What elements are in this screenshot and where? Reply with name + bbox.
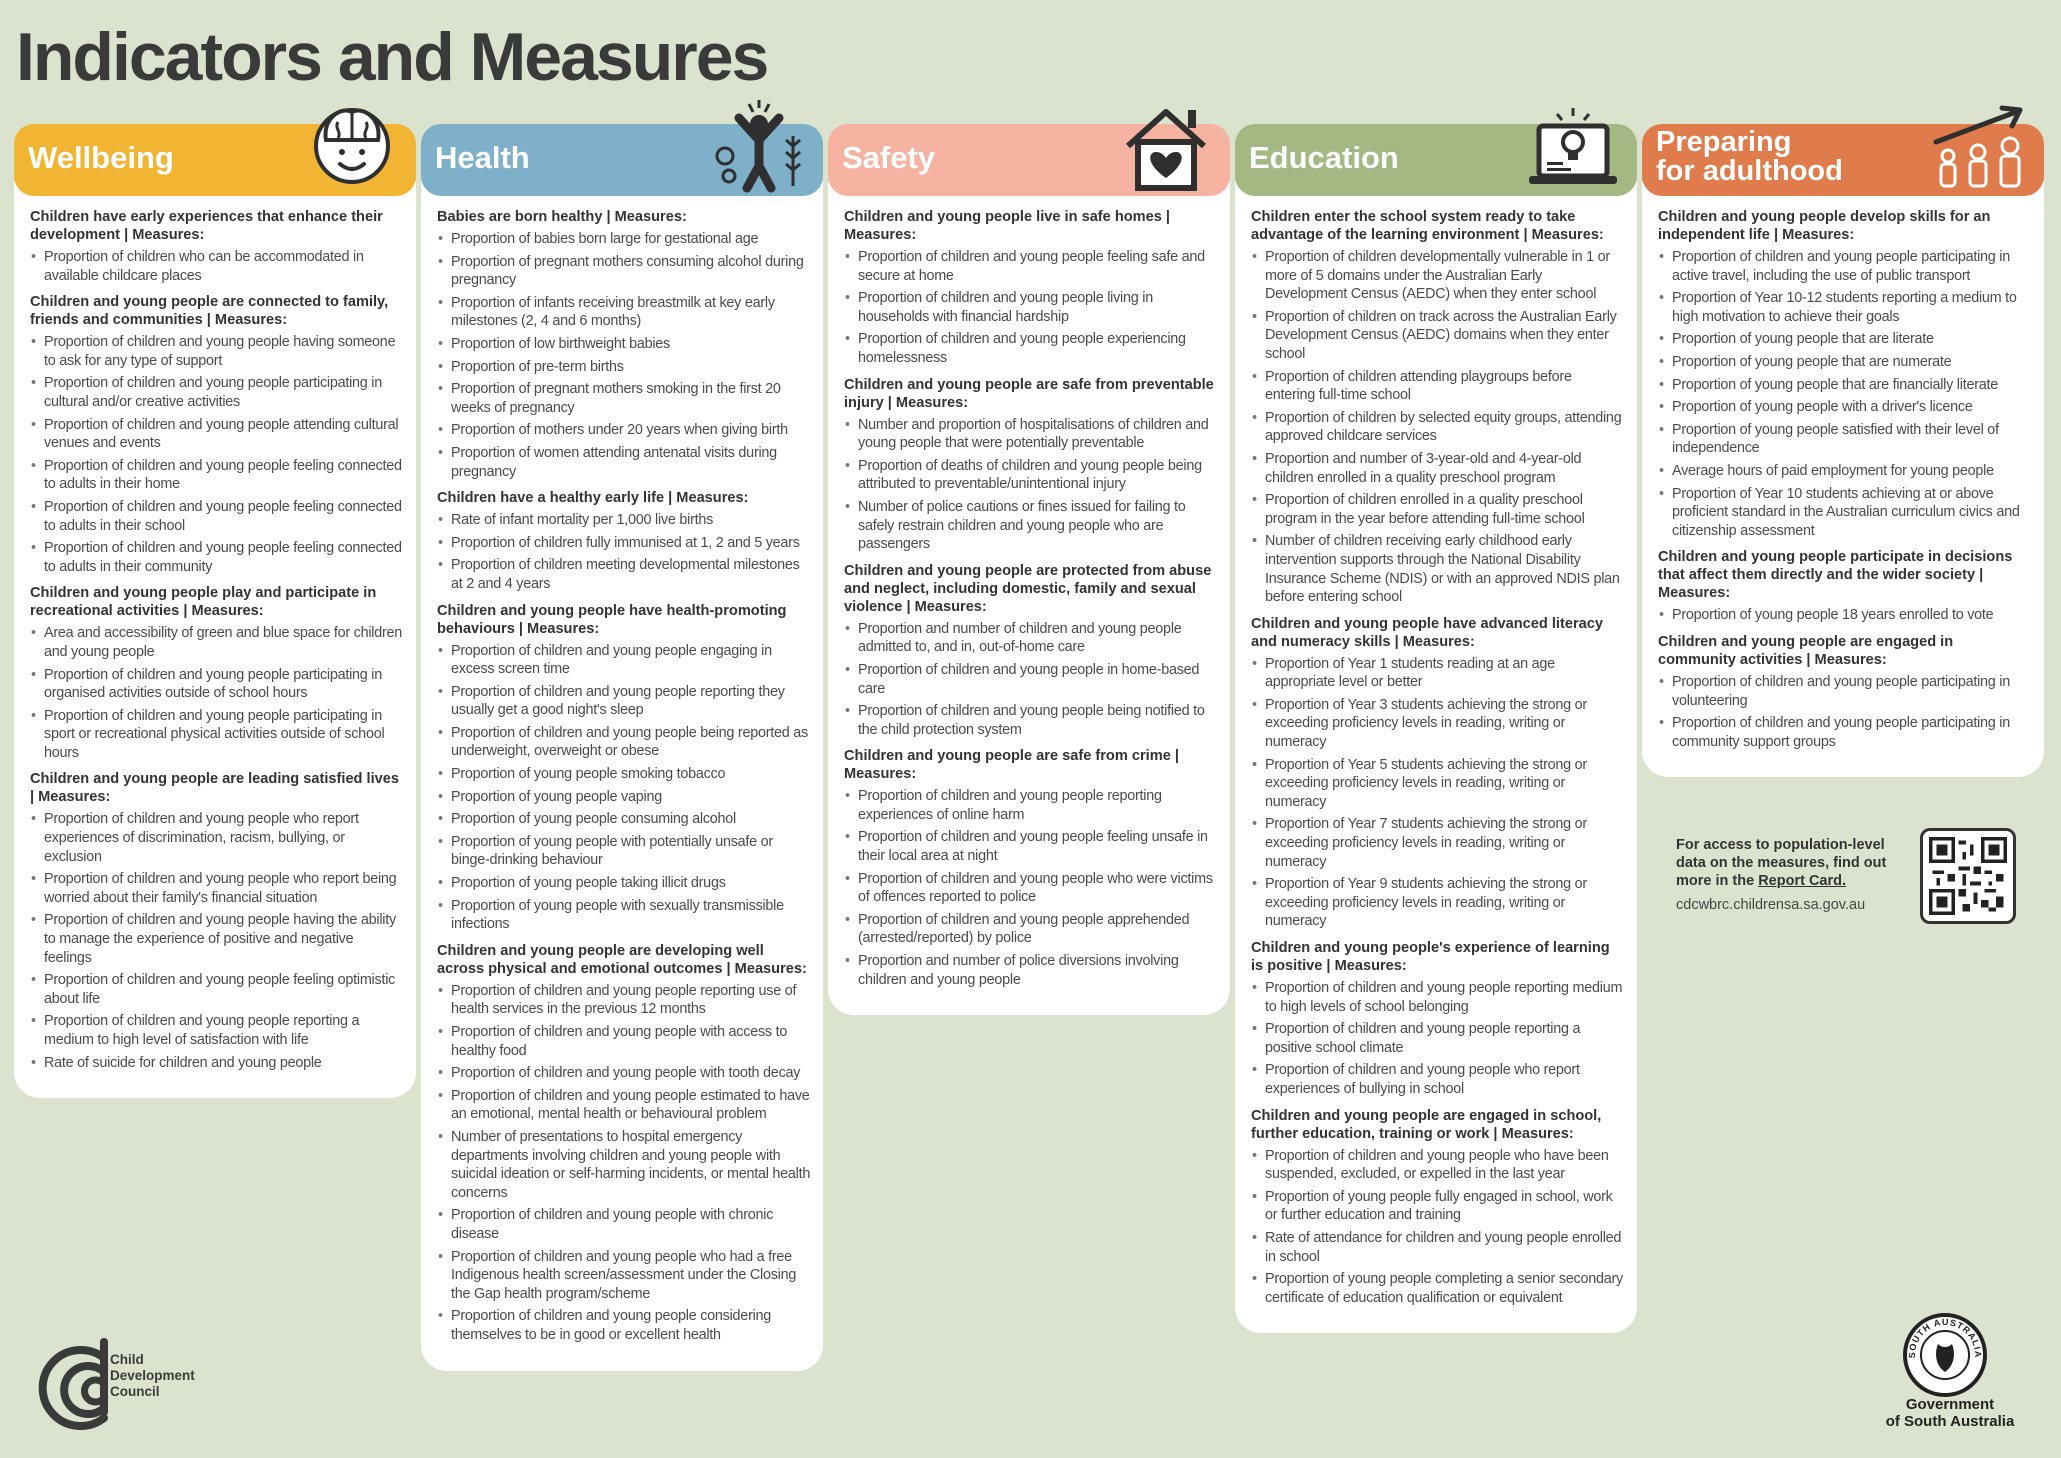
list-item: • Proportion of children and young people engaging in excess screen time: [437, 642, 811, 679]
list-item: • Number of presentations to hospital emergency departments involving children and young people with suicidal ideation or self-harming incidents, or mental health concerns: [437, 1128, 811, 1202]
list-item: • Proportion of children and young people participating in community support groups: [1658, 714, 2032, 751]
list-item: • Proportion of children and young people who had a free Indigenous health screen/assessment under the Closing the Gap health program/scheme: [437, 1248, 811, 1304]
section-heading: Children and young people live in safe homes | Measures:: [844, 209, 1171, 243]
measures-list: [437, 642, 811, 934]
list-item: • Rate of attendance for children and young people enrolled in school: [1251, 1229, 1625, 1266]
list-item: • Proportion of children and young people who have been suspended, excluded, or expelled in the last year: [1251, 1147, 1625, 1184]
list-item: • Proportion of children and young people participating in cultural and/or creative activities: [30, 374, 404, 411]
list-item: • Proportion of children enrolled in a quality preschool program in the year before attending full-time school: [1251, 491, 1625, 528]
measures-list: [844, 248, 1218, 368]
list-item: • Proportion of children by selected equity groups, attending approved childcare services: [1251, 409, 1625, 446]
measures-list: [437, 230, 811, 481]
list-item: • Proportion of children and young people feeling unsafe in their local area at night: [844, 828, 1218, 865]
list-item: • Proportion of children and young people feeling connected to adults in their home: [30, 457, 404, 494]
list-item: • Number of children receiving early childhood early intervention supports through the National Disability Insurance Scheme (NDIS) or with an approved NDIS plan before entering school: [1251, 532, 1625, 606]
list-item: • Proportion of children and young people having someone to ask for any type of support: [30, 333, 404, 370]
list-item: • Proportion of pre-term births: [437, 358, 811, 377]
column-safety: [828, 124, 1230, 1015]
measures-list: [1251, 655, 1625, 931]
list-item: • Proportion of children on track across the Australian Early Development Census (AEDC) domains when they enter school: [1251, 308, 1625, 364]
list-item: • Proportion of Year 7 students achieving the strong or exceeding proficiency levels in reading, writing or numeracy: [1251, 815, 1625, 871]
list-item: • Proportion of children and young people with access to healthy food: [437, 1023, 811, 1060]
list-item: • Proportion of children and young people considering themselves to be in good or excellent health: [437, 1307, 811, 1344]
measures-list: [844, 620, 1218, 740]
list-item: • Proportion of children and young people experiencing homelessness: [844, 330, 1218, 367]
list-item: • Proportion of mothers under 20 years when giving birth: [437, 421, 811, 440]
section-heading: Children and young people have advanced literacy and numeracy skills | Measures:: [1251, 615, 1603, 650]
list-item: • Proportion of young people 18 years enrolled to vote: [1658, 606, 2032, 625]
measures-list: [437, 511, 811, 593]
column-header-adulthood: [1642, 124, 2044, 196]
list-item: • Proportion of children and young people feeling optimistic about life: [30, 971, 404, 1008]
column-header-safety: [828, 124, 1230, 196]
section-heading: Children and young people participate in decisions that affect them directly and the wider society | Measures:: [1658, 549, 2013, 602]
list-item: • Proportion of children and young people apprehended (arrested/reported) by police: [844, 911, 1218, 948]
section-heading: Children and young people have health-promoting behaviours | Measures:: [437, 602, 787, 637]
list-item: • Proportion of children developmentally vulnerable in 1 or more of 5 domains under the Australian Early Development Census (AEDC) when they enter school: [1251, 248, 1625, 304]
list-item: • Proportion of children and young people reporting they usually get a good night's sleep: [437, 683, 811, 720]
list-item: • Proportion of children and young people who report experiences of bullying in school: [1251, 1061, 1625, 1098]
columns-container: [14, 124, 2048, 1444]
list-item: • Proportion of children and young people being reported as underweight, overweight or obese: [437, 724, 811, 761]
list-item: • Proportion of Year 1 students reading at an age appropriate level or better: [1251, 655, 1625, 692]
list-item: • Proportion of children and young people participating in organised activities outside of school hours: [30, 666, 404, 703]
list-item: • Proportion of Year 10-12 students reporting a medium to high motivation to achieve their goals: [1658, 289, 2032, 326]
list-item: • Proportion of women attending antenatal visits during pregnancy: [437, 444, 811, 481]
list-item: • Proportion of young people consuming alcohol: [437, 810, 811, 829]
list-item: • Proportion of children and young people who report experiences of discrimination, racism, bullying, or exclusion: [30, 810, 404, 866]
list-item: • Proportion of deaths of children and young people being attributed to preventable/unintentional injury: [844, 457, 1218, 494]
list-item: • Proportion of children and young people participating in active travel, including the use of public transport: [1658, 248, 2032, 285]
measures-list: [1251, 248, 1625, 607]
list-item: • Area and accessibility of green and blue space for children and young people: [30, 624, 404, 661]
column-body-health: [421, 182, 823, 1371]
column-title: Wellbeing: [28, 140, 174, 175]
list-item: • Proportion of children and young people reporting experiences of online harm: [844, 787, 1218, 824]
section-heading: Children and young people are protected from abuse and neglect, including domestic, family and sexual violence | Measures:: [844, 562, 1212, 615]
list-item: • Proportion of children fully immunised at 1, 2 and 5 years: [437, 534, 811, 553]
section-heading: Children and young people are engaged in school, further education, training or work | Measures:: [1251, 1107, 1602, 1142]
measures-list: [437, 982, 811, 1345]
list-item: • Proportion of children and young people living in households with financial hardship: [844, 289, 1218, 326]
section-heading: Children have early experiences that enhance their development | Measures:: [30, 209, 383, 243]
list-item: • Proportion of low birthweight babies: [437, 335, 811, 354]
list-item: • Number and proportion of hospitalisations of children and young people that were potentially preventable: [844, 416, 1218, 453]
column-title: Education: [1249, 140, 1399, 175]
measures-list: [1251, 979, 1625, 1099]
column-health: [421, 124, 823, 1371]
measures-list: [30, 624, 404, 762]
family-growth-arrow-icon: [1930, 96, 2030, 196]
list-item: • Proportion of children and young people reporting a positive school climate: [1251, 1020, 1625, 1057]
list-item: • Proportion of children who can be accommodated in available childcare places: [30, 248, 404, 285]
qr-code-icon[interactable]: [1920, 828, 2016, 924]
column-adulthood: [1642, 124, 2044, 777]
list-item: • Proportion of young people with a driver's licence: [1658, 398, 2032, 417]
list-item: • Proportion of children and young people with tooth decay: [437, 1064, 811, 1083]
page-title: Indicators and Measures: [16, 19, 768, 95]
section-heading: Children and young people are safe from preventable injury | Measures:: [844, 376, 1214, 411]
section-heading: Children and young people play and participate in recreational activities | Measures:: [30, 585, 377, 620]
measures-list: [1658, 673, 2032, 751]
section-heading: Children and young people develop skills for an independent life | Measures:: [1658, 209, 1991, 243]
list-item: • Proportion and number of 3-year-old and 4-year-old children enrolled in a quality preschool program: [1251, 450, 1625, 487]
column-title: Safety: [842, 140, 936, 175]
government-sa-name: [1860, 1396, 2040, 1430]
list-item: • Proportion of children and young people attending cultural venues and events: [30, 416, 404, 453]
list-item: • Proportion of children meeting developmental milestones at 2 and 4 years: [437, 556, 811, 593]
section-heading: Children enter the school system ready to take advantage of the learning environment | Measures:: [1251, 209, 1604, 243]
government-sa-seal-icon: [1900, 1310, 1990, 1400]
list-item: • Proportion of children and young people feeling connected to adults in their community: [30, 539, 404, 576]
house-heart-icon: [1116, 96, 1216, 196]
list-item: • Proportion of young people taking illicit drugs: [437, 874, 811, 893]
section-heading: Children have a healthy early life | Measures:: [437, 490, 749, 507]
list-item: • Proportion of young people smoking tobacco: [437, 765, 811, 784]
column-header-wellbeing: [14, 124, 416, 196]
list-item: • Proportion of young people that are financially literate: [1658, 376, 2032, 395]
svg-text:SOUTH AUSTRALIA: SOUTH AUSTRALIA: [1906, 1316, 1984, 1359]
list-item: • Proportion of young people vaping: [437, 788, 811, 807]
list-item: • Rate of suicide for children and young people: [30, 1054, 404, 1073]
measures-list: [844, 787, 1218, 989]
list-item: • Proportion of pregnant mothers consuming alcohol during pregnancy: [437, 253, 811, 290]
measures-list: [1251, 1147, 1625, 1308]
column-title: Health: [435, 140, 530, 175]
measures-list: [1658, 606, 2032, 625]
report-card-url[interactable]: cdcwbrc.childrensa.sa.gov.au: [1676, 897, 1866, 913]
list-item: • Proportion of young people fully engaged in school, work or further education and training: [1251, 1188, 1625, 1225]
column-education: [1235, 124, 1637, 1333]
sa-line-1: Government: [1905, 1396, 1995, 1413]
column-body-adulthood: [1642, 182, 2044, 777]
list-item: • Proportion of young people with sexually transmissible infections: [437, 897, 811, 934]
list-item: • Rate of infant mortality per 1,000 live births: [437, 511, 811, 530]
list-item: • Proportion of children and young people who report being worried about their family's financial situation: [30, 870, 404, 907]
list-item: • Proportion of children and young people reporting a medium to high level of satisfaction with life: [30, 1012, 404, 1049]
measures-list: [30, 810, 404, 1072]
column-header-education: [1235, 124, 1637, 196]
section-heading: Children and young people are connected to family, friends and communities | Measures:: [30, 294, 389, 329]
list-item: • Number of police cautions or fines issued for failing to safely restrain children and young people who are passengers: [844, 498, 1218, 554]
list-item: • Proportion of children and young people having the ability to manage the experience of positive and negative feelings: [30, 911, 404, 967]
list-item: • Proportion of Year 3 students achieving the strong or exceeding proficiency levels in reading, writing or numeracy: [1251, 696, 1625, 752]
list-item: • Proportion of children and young people reporting medium to high levels of school belonging: [1251, 979, 1625, 1016]
list-item: • Proportion of children and young people being notified to the child protection system: [844, 702, 1218, 739]
list-item: • Proportion and number of children and young people admitted to, and in, out-of-home care: [844, 620, 1218, 657]
section-heading: Children and young people's experience of learning is positive | Measures:: [1251, 940, 1610, 974]
list-item: • Proportion of pregnant mothers smoking in the first 20 weeks of pregnancy: [437, 380, 811, 417]
list-item: • Proportion of children and young people participating in volunteering: [1658, 673, 2032, 710]
list-item: • Proportion of children and young people estimated to have an emotional, mental health or behavioural problem: [437, 1087, 811, 1124]
list-item: • Proportion of Year 9 students achieving the strong or exceeding proficiency levels in reading, writing or numeracy: [1251, 875, 1625, 931]
sa-line-2: of South Australia: [1885, 1413, 2015, 1430]
list-item: • Proportion of young people satisfied with their level of independence: [1658, 421, 2032, 458]
list-item: • Proportion of young people completing a senior secondary certificate of education qualification or equivalent: [1251, 1270, 1625, 1307]
column-body-safety: [828, 182, 1230, 1015]
brain-face-icon: [302, 96, 402, 196]
column-body-education: [1235, 182, 1637, 1333]
cdc-name: [110, 1352, 195, 1400]
list-item: • Proportion of children and young people reporting use of health services in the previous 12 months: [437, 982, 811, 1019]
list-item: • Proportion of children and young people with chronic disease: [437, 1206, 811, 1243]
report-card-access: [1676, 836, 1916, 914]
list-item: • Proportion of children attending playgroups before entering full-time school: [1251, 368, 1625, 405]
column-title-line-1: Preparing: [1656, 126, 1792, 158]
list-item: • Proportion of young people that are literate: [1658, 330, 2032, 349]
section-heading: Children and young people are leading satisfied lives | Measures:: [30, 771, 399, 806]
section-heading: Children and young people are safe from crime | Measures:: [844, 748, 1179, 783]
cdc-line-2: Development: [110, 1368, 195, 1383]
column-wellbeing: [14, 124, 416, 1098]
access-text: For access to population-level data on the measures, find out more in the: [1676, 837, 1887, 889]
list-item: • Proportion of children and young people participating in sport or recreational physical activities outside of school hours: [30, 707, 404, 763]
list-item: • Proportion of Year 5 students achieving the strong or exceeding proficiency levels in reading, writing or numeracy: [1251, 756, 1625, 812]
section-heading: Babies are born healthy | Measures:: [437, 209, 687, 225]
section-heading: Children and young people are developing well across physical and emotional outcomes | Measures:: [437, 942, 807, 977]
report-card-link[interactable]: Report Card.: [1758, 873, 1847, 889]
laptop-lightbulb-icon: [1523, 96, 1623, 196]
measures-list: [30, 333, 404, 576]
column-header-health: [421, 124, 823, 196]
cdc-line-3: Council: [110, 1384, 160, 1399]
section-heading: Children and young people are engaged in community activities | Measures:: [1658, 633, 1954, 668]
measures-list: [30, 248, 404, 285]
list-item: • Average hours of paid employment for young people: [1658, 462, 2032, 481]
list-item: • Proportion of Year 10 students achieving at or above proficient standard in the Australian curriculum civics and citizenship assessment: [1658, 485, 2032, 541]
column-title-line-2: for adulthood: [1656, 155, 1843, 187]
column-body-wellbeing: [14, 182, 416, 1098]
list-item: • Proportion of children and young people feeling connected to adults in their school: [30, 498, 404, 535]
list-item: • Proportion of young people with potentially unsafe or binge-drinking behaviour: [437, 833, 811, 870]
list-item: • Proportion and number of police diversions involving children and young people: [844, 952, 1218, 989]
person-celebrating-icon: [709, 96, 809, 196]
cdc-line-1: Child: [110, 1352, 144, 1367]
list-item: • Proportion of babies born large for gestational age: [437, 230, 811, 249]
measures-list: [1658, 248, 2032, 540]
list-item: • Proportion of children and young people who were victims of offences reported to police: [844, 870, 1218, 907]
list-item: • Proportion of infants receiving breastmilk at key early milestones (2, 4 and 6 months): [437, 294, 811, 331]
measures-list: [844, 416, 1218, 554]
list-item: • Proportion of children and young people feeling safe and secure at home: [844, 248, 1218, 285]
list-item: • Proportion of young people that are numerate: [1658, 353, 2032, 372]
list-item: • Proportion of children and young people in home-based care: [844, 661, 1218, 698]
